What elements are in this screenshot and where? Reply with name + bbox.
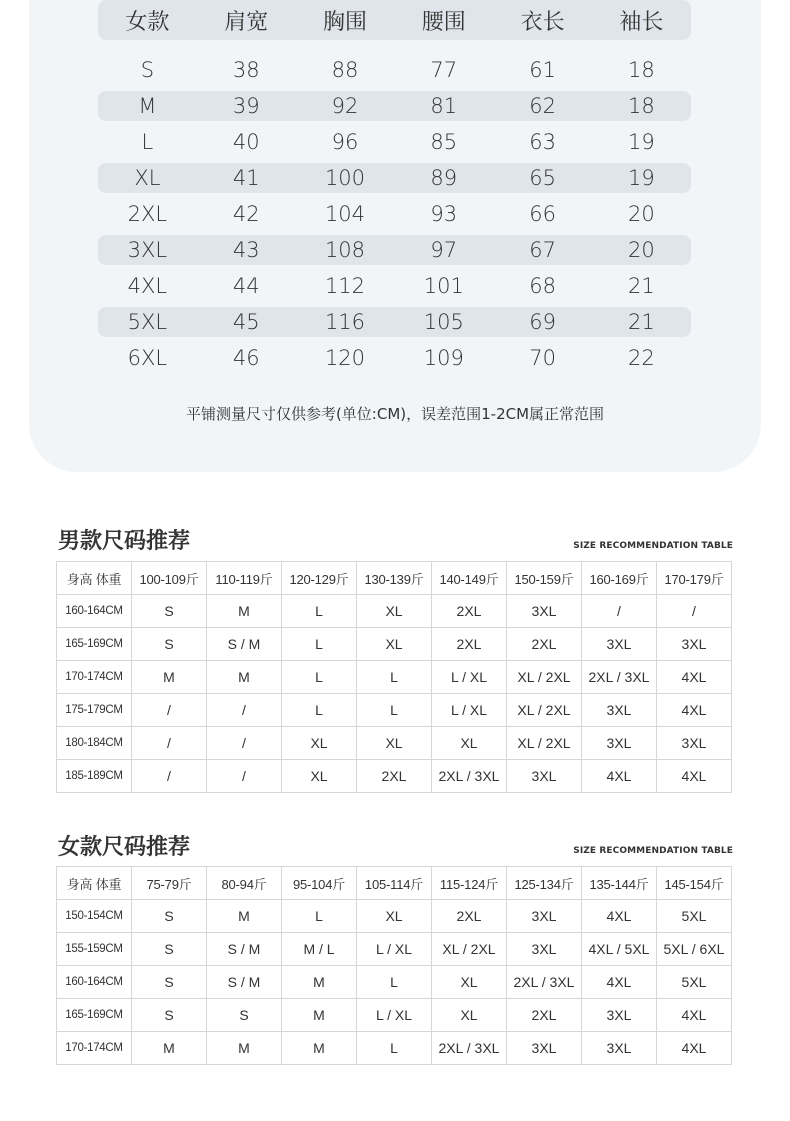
men-size-cell: / bbox=[132, 694, 207, 727]
men-header-cell: 100-109斤 bbox=[132, 562, 207, 595]
women-size-cell: XL bbox=[357, 900, 432, 933]
men-size-cell: 4XL bbox=[582, 760, 657, 793]
measurement-cell: 44 bbox=[232, 274, 260, 298]
women-header-cell: 105-114斤 bbox=[357, 867, 432, 900]
women-height-cell: 165-169CM bbox=[57, 999, 132, 1032]
measurement-row bbox=[98, 271, 691, 301]
measurement-cell: L bbox=[141, 130, 154, 154]
men-size-cell: 2XL bbox=[357, 760, 432, 793]
women-size-cell: M / L bbox=[282, 933, 357, 966]
women-size-cell: S bbox=[207, 999, 282, 1032]
women-header-row bbox=[57, 867, 732, 900]
measurement-cell: 19 bbox=[628, 166, 655, 190]
men-size-cell: / bbox=[132, 727, 207, 760]
men-size-cell: 3XL bbox=[582, 628, 657, 661]
measurement-row bbox=[98, 343, 691, 373]
measurement-cell: 70 bbox=[529, 346, 556, 370]
women-size-cell: 2XL bbox=[432, 900, 507, 933]
women-section-title: 女款尺码推荐 bbox=[58, 835, 191, 860]
men-size-cell: L bbox=[282, 628, 357, 661]
men-header-cell: 150-159斤 bbox=[507, 562, 582, 595]
measurement-cell: 21 bbox=[628, 310, 655, 334]
measurement-cell: 93 bbox=[430, 202, 458, 226]
men-size-cell: XL / 2XL bbox=[507, 694, 582, 727]
men-size-cell: 3XL bbox=[657, 628, 732, 661]
women-height-cell: 170-174CM bbox=[57, 1032, 132, 1065]
women-size-cell: 5XL bbox=[657, 966, 732, 999]
men-header-cell: 170-179斤 bbox=[657, 562, 732, 595]
measurement-header-cell: 袖长 bbox=[619, 9, 664, 35]
measurement-cell: 22 bbox=[628, 346, 655, 370]
men-size-cell: XL bbox=[282, 760, 357, 793]
men-size-cell: L bbox=[282, 661, 357, 694]
men-height-cell: 160-164CM bbox=[57, 595, 132, 628]
men-size-cell: 3XL bbox=[657, 727, 732, 760]
measurement-cell: 18 bbox=[628, 58, 655, 82]
women-size-cell: 4XL bbox=[657, 1032, 732, 1065]
women-size-cell: 3XL bbox=[507, 900, 582, 933]
men-size-cell: / bbox=[207, 760, 282, 793]
men-size-cell: XL bbox=[282, 727, 357, 760]
measurement-cell: 67 bbox=[529, 238, 556, 262]
measurement-cell: M bbox=[138, 94, 157, 118]
men-size-cell: XL bbox=[357, 595, 432, 628]
men-size-cell: S / M bbox=[207, 628, 282, 661]
women-size-cell: L / XL bbox=[357, 999, 432, 1032]
measurement-cell: 69 bbox=[529, 310, 556, 334]
women-size-cell: M bbox=[132, 1032, 207, 1065]
men-size-cell: L bbox=[282, 595, 357, 628]
table-row bbox=[57, 1032, 732, 1065]
women-header-cell: 125-134斤 bbox=[507, 867, 582, 900]
men-size-cell: L bbox=[357, 661, 432, 694]
men-size-cell: L bbox=[357, 694, 432, 727]
measurement-cell: 41 bbox=[232, 166, 260, 190]
measurement-cell: 101 bbox=[423, 274, 464, 298]
measurement-row bbox=[98, 307, 691, 337]
measurement-cell: 92 bbox=[331, 94, 359, 118]
women-size-cell: M bbox=[282, 1032, 357, 1065]
measurement-cell: 62 bbox=[529, 94, 556, 118]
men-size-cell: / bbox=[132, 760, 207, 793]
men-size-cell: / bbox=[582, 595, 657, 628]
women-size-cell: 3XL bbox=[507, 933, 582, 966]
men-size-cell: 3XL bbox=[507, 595, 582, 628]
women-size-cell: L bbox=[282, 900, 357, 933]
women-size-cell: S bbox=[132, 900, 207, 933]
table-row bbox=[57, 900, 732, 933]
women-header-cell: 115-124斤 bbox=[432, 867, 507, 900]
measurement-cell: 105 bbox=[423, 310, 464, 334]
measurement-cell: 96 bbox=[331, 130, 359, 154]
measurement-header-row bbox=[98, 0, 691, 40]
measurement-cell: 85 bbox=[430, 130, 458, 154]
men-size-cell: 3XL bbox=[507, 760, 582, 793]
table-row bbox=[57, 966, 732, 999]
women-size-cell: S / M bbox=[207, 933, 282, 966]
measurement-cell: 45 bbox=[232, 310, 260, 334]
measurement-cell: 20 bbox=[628, 238, 655, 262]
women-size-cell: M bbox=[282, 999, 357, 1032]
measurement-cell: 42 bbox=[232, 202, 260, 226]
women-size-cell: L bbox=[357, 1032, 432, 1065]
measurement-cell: 108 bbox=[324, 238, 366, 262]
women-header-cell: 身高 体重 bbox=[57, 867, 132, 900]
men-size-cell: 3XL bbox=[582, 694, 657, 727]
women-size-cell: XL / 2XL bbox=[432, 933, 507, 966]
men-size-cell: 3XL bbox=[582, 727, 657, 760]
measurement-cell: 61 bbox=[529, 58, 556, 82]
women-size-cell: 3XL bbox=[582, 999, 657, 1032]
women-size-cell: S bbox=[132, 933, 207, 966]
measurement-header-cell: 腰围 bbox=[421, 9, 466, 35]
measurement-cell: 89 bbox=[430, 166, 458, 190]
women-size-cell: 2XL / 3XL bbox=[507, 966, 582, 999]
measurement-cell: 2XL bbox=[127, 202, 168, 226]
women-size-cell: XL bbox=[432, 999, 507, 1032]
measurement-cell: 116 bbox=[324, 310, 366, 334]
women-header-cell: 75-79斤 bbox=[132, 867, 207, 900]
women-size-cell: 4XL bbox=[582, 966, 657, 999]
measurement-cell: 5XL bbox=[127, 310, 168, 334]
measurement-cell: 66 bbox=[529, 202, 556, 226]
table-row bbox=[57, 595, 732, 628]
men-header-cell: 130-139斤 bbox=[357, 562, 432, 595]
men-size-cell: 2XL bbox=[432, 595, 507, 628]
men-header-cell: 120-129斤 bbox=[282, 562, 357, 595]
men-height-cell: 165-169CM bbox=[57, 628, 132, 661]
measurement-cell: 88 bbox=[331, 58, 359, 82]
measurement-note: 平铺测量尺寸仅供参考(单位:CM)，误差范围1-2CM属正常范围 bbox=[185, 405, 605, 423]
men-header-cell: 140-149斤 bbox=[432, 562, 507, 595]
table-row bbox=[57, 661, 732, 694]
measurement-cell: 65 bbox=[529, 166, 556, 190]
women-section-subtitle: SIZE RECOMMENDATION TABLE bbox=[573, 846, 733, 856]
women-size-cell: 4XL / 5XL bbox=[582, 933, 657, 966]
men-size-cell: 2XL bbox=[507, 628, 582, 661]
measurement-cell: 100 bbox=[324, 166, 366, 190]
men-height-cell: 180-184CM bbox=[57, 727, 132, 760]
measurement-header-cell: 肩宽 bbox=[224, 9, 269, 35]
men-header-cell: 110-119斤 bbox=[207, 562, 282, 595]
women-size-cell: 5XL bbox=[657, 900, 732, 933]
measurement-header-cell: 衣长 bbox=[520, 9, 565, 35]
measurement-cell: S bbox=[140, 58, 155, 82]
measurement-cell: 19 bbox=[628, 130, 655, 154]
women-size-cell: 3XL bbox=[582, 1032, 657, 1065]
women-size-cell: L / XL bbox=[357, 933, 432, 966]
women-size-cell: 4XL bbox=[657, 999, 732, 1032]
men-size-cell: XL / 2XL bbox=[507, 661, 582, 694]
men-size-cell: L / XL bbox=[432, 694, 507, 727]
table-row bbox=[57, 727, 732, 760]
measurement-row bbox=[98, 127, 691, 157]
table-row bbox=[57, 999, 732, 1032]
women-header-cell: 135-144斤 bbox=[582, 867, 657, 900]
men-section-subtitle: SIZE RECOMMENDATION TABLE bbox=[573, 541, 733, 551]
men-size-cell: M bbox=[132, 661, 207, 694]
measurement-cell: 46 bbox=[232, 346, 260, 370]
measurement-row bbox=[98, 235, 691, 265]
men-header-cell: 160-169斤 bbox=[582, 562, 657, 595]
men-size-cell: 4XL bbox=[657, 661, 732, 694]
men-height-cell: 170-174CM bbox=[57, 661, 132, 694]
measurement-row bbox=[98, 163, 691, 193]
measurement-cell: 104 bbox=[324, 202, 366, 226]
measurement-row bbox=[98, 55, 691, 85]
measurement-cell: 43 bbox=[232, 238, 260, 262]
men-size-cell: M bbox=[207, 661, 282, 694]
table-row bbox=[57, 933, 732, 966]
women-height-cell: 160-164CM bbox=[57, 966, 132, 999]
men-height-cell: 175-179CM bbox=[57, 694, 132, 727]
measurement-cell: XL bbox=[134, 166, 161, 190]
women-height-cell: 155-159CM bbox=[57, 933, 132, 966]
women-height-cell: 150-154CM bbox=[57, 900, 132, 933]
measurement-cell: 38 bbox=[232, 58, 260, 82]
women-size-cell: L bbox=[357, 966, 432, 999]
measurement-row bbox=[98, 199, 691, 229]
men-size-cell: S bbox=[132, 595, 207, 628]
men-header-cell: 身高 体重 bbox=[57, 562, 132, 595]
men-size-cell: 4XL bbox=[657, 760, 732, 793]
women-size-cell: S bbox=[132, 999, 207, 1032]
table-row bbox=[57, 694, 732, 727]
measurement-cell: 77 bbox=[430, 58, 458, 82]
women-size-cell: XL bbox=[432, 966, 507, 999]
measurement-cell: 120 bbox=[324, 346, 366, 370]
men-size-cell: / bbox=[657, 595, 732, 628]
women-header-cell: 80-94斤 bbox=[207, 867, 282, 900]
measurement-cell: 3XL bbox=[127, 238, 168, 262]
measurement-cell: 112 bbox=[324, 274, 366, 298]
men-size-cell: XL bbox=[357, 727, 432, 760]
women-header-cell: 95-104斤 bbox=[282, 867, 357, 900]
women-size-cell: M bbox=[207, 1032, 282, 1065]
measurement-cell: 109 bbox=[423, 346, 464, 370]
measurement-cell: 18 bbox=[628, 94, 655, 118]
women-size-cell: M bbox=[282, 966, 357, 999]
men-size-table bbox=[56, 561, 732, 793]
men-section-title: 男款尺码推荐 bbox=[58, 529, 191, 554]
table-row bbox=[57, 628, 732, 661]
measurement-row bbox=[98, 91, 691, 121]
men-size-cell: 2XL / 3XL bbox=[582, 661, 657, 694]
men-size-cell: L bbox=[282, 694, 357, 727]
women-size-table bbox=[56, 866, 732, 1065]
women-size-cell: M bbox=[207, 900, 282, 933]
measurement-cell: 20 bbox=[628, 202, 655, 226]
measurement-cell: 4XL bbox=[127, 274, 168, 298]
men-size-cell: M bbox=[207, 595, 282, 628]
women-size-cell: 2XL bbox=[507, 999, 582, 1032]
measurement-cell: 81 bbox=[430, 94, 458, 118]
women-size-cell: S bbox=[132, 966, 207, 999]
women-size-cell: 5XL / 6XL bbox=[657, 933, 732, 966]
men-size-cell: / bbox=[207, 727, 282, 760]
women-size-cell: S / M bbox=[207, 966, 282, 999]
measurement-cell: 63 bbox=[529, 130, 556, 154]
measurement-cell: 6XL bbox=[127, 346, 168, 370]
men-size-cell: / bbox=[207, 694, 282, 727]
men-size-cell: S bbox=[132, 628, 207, 661]
measurement-cell: 40 bbox=[232, 130, 260, 154]
women-size-cell: 2XL / 3XL bbox=[432, 1032, 507, 1065]
measurement-header-cell: 女款 bbox=[125, 9, 170, 35]
men-header-row bbox=[57, 562, 732, 595]
women-header-cell: 145-154斤 bbox=[657, 867, 732, 900]
men-size-cell: XL bbox=[357, 628, 432, 661]
table-row bbox=[57, 760, 732, 793]
measurement-cell: 97 bbox=[430, 238, 458, 262]
measurement-cell: 39 bbox=[232, 94, 260, 118]
men-size-cell: XL / 2XL bbox=[507, 727, 582, 760]
men-size-cell: L / XL bbox=[432, 661, 507, 694]
measurement-cell: 21 bbox=[628, 274, 655, 298]
women-size-cell: 3XL bbox=[507, 1032, 582, 1065]
men-size-cell: 4XL bbox=[657, 694, 732, 727]
men-size-cell: 2XL / 3XL bbox=[432, 760, 507, 793]
measurement-cell: 68 bbox=[529, 274, 556, 298]
men-size-cell: XL bbox=[432, 727, 507, 760]
men-size-cell: 2XL bbox=[432, 628, 507, 661]
women-size-cell: 4XL bbox=[582, 900, 657, 933]
men-height-cell: 185-189CM bbox=[57, 760, 132, 793]
measurement-header-cell: 胸围 bbox=[322, 9, 367, 35]
